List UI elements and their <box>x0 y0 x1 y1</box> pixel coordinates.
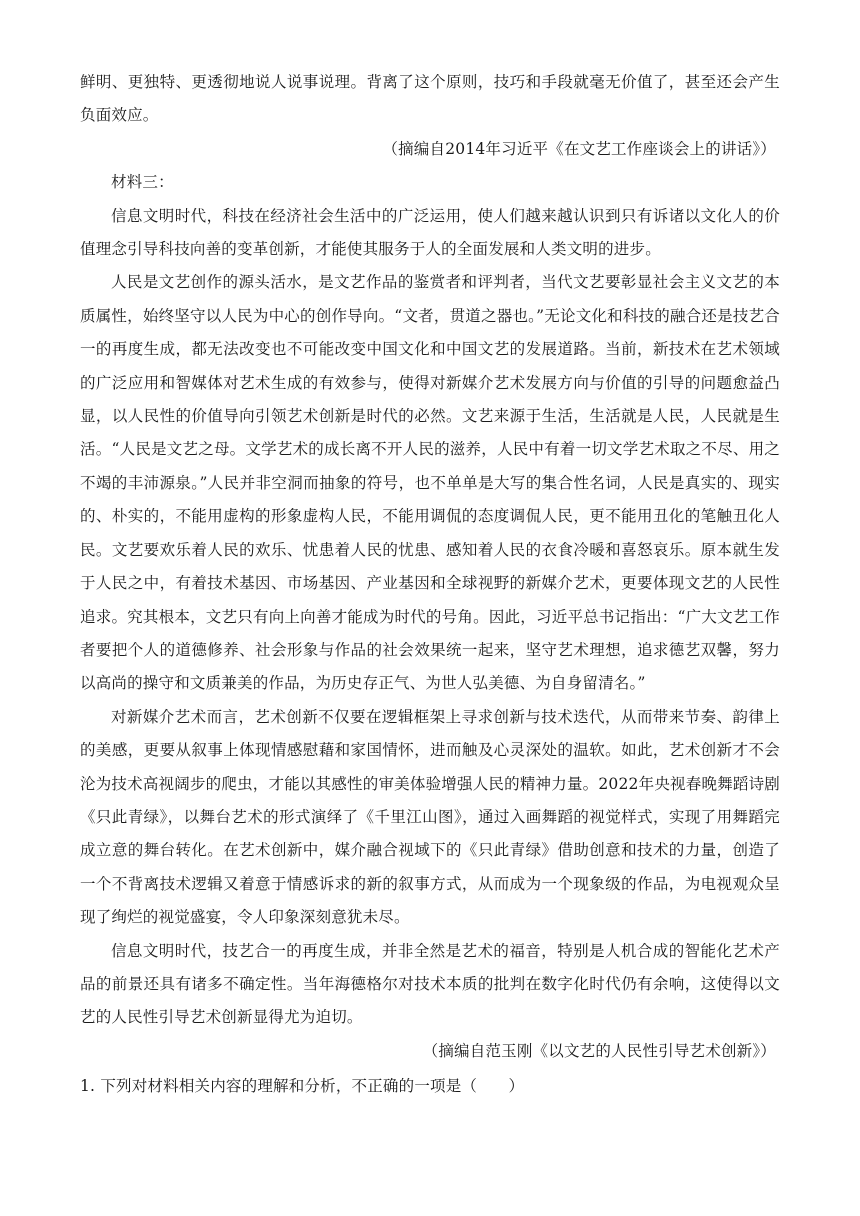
paragraph-information-era: 信息文明时代，科技在经济社会生活中的广泛运用，使人们越来越认识到只有诉诸以文化人的价值理念引导科技向善的变革创新，才能使其服务于人的全面发展和人类文明的进步。 <box>80 206 780 259</box>
paragraph-continuation: 鲜明、更独特、更透彻地说人说事说理。背离了这个原则，技巧和手段就毫无价值了，甚至还会产生负面效应。 <box>80 73 780 125</box>
paragraph-people-source: 人民是文艺创作的源头活水，是文艺作品的鉴赏者和评判者，当代文艺要彰显社会主义文艺的本质属性，始终坚守以人民为中心的创作导向。“文者，贯道之器也。”无论文化和科技的融合还是技艺合一的再度生成，都无法改变也不可能改变中国文化和中国文艺的发展道路。当前，新技术在艺术领域的广泛应用和智媒体对艺术生成的有效参与，使得对新媒介艺术发展方向与价值的引导的问题愈益凸显，以人民性的价值导向引领艺术创新是时代的必然。文艺来源于生活，生活就是人民，人民就是生活。“人民是文艺之母。文学艺术的成长离不开人民的滋养，人民中有着一切文学艺术取之不尽、用之不竭的丰沛源泉。”人民并非空洞而抽象的符号，也不单单是大写的集合性名词，人民是真实的、现实的、朴实的，不能用虚构的形象虚构人民，不能用调侃的态度调侃人民，更不能用丑化的笔触丑化人民。文艺要欢乐着人民的欢乐、忧患着人民的忧患、感知着人民的衣食冷暖和喜怒哀乐。原本就生发于人民之中，有着技术基因、市场基因、产业基因和全球视野的新媒介艺术，更要体现文艺的人民性追求。究其根本，文艺只有向上向善才能成为时代的号角。因此，习近平总书记指出：“广大文艺工作者要把个人的道德修养、社会形象与作品的社会效果统一起来，坚守艺术理想，追求德艺双馨，努力以高尚的操守和文质兼美的作品，为历史存正气、为世人弘美德、为自身留清名。” <box>80 273 780 693</box>
source-citation-2014-speech: （摘编自2014年习近平《在文艺工作座谈会上的讲话》） <box>382 139 776 158</box>
paragraph-tech-art-unity: 信息文明时代，技艺合一的再度生成，并非全然是艺术的福音，特别是人机合成的智能化艺术产品的前景还具有诸多不确定性。当年海德格尔对技术本质的批判在数字化时代仍有余响，这使得以文艺的人民性引导艺术创新显得尤为迫切。 <box>80 941 780 1027</box>
question-1: 1. 下列对材料相关内容的理解和分析，不正确的一项是（ ） <box>80 1077 525 1096</box>
document-page <box>80 66 780 1104</box>
material-three-heading: 材料三： <box>111 173 174 192</box>
source-citation-fan-yugang: （摘编自范玉刚《以文艺的人民性引导艺术创新》） <box>422 1041 776 1060</box>
paragraph-new-media-art: 对新媒介艺术而言，艺术创新不仅要在逻辑框架上寻求创新与技术迭代，从而带来节奏、韵律上的美感，更要从叙事上体现情感慰藉和家国情怀，进而触及心灵深处的温软。如此，艺术创新才不会沦为技术高视阔步的爬虫，才能以其感性的审美体验增强人民的精神力量。2022年央视春晚舞蹈诗剧《只此青绿》，以舞台艺术的形式演绎了《千里江山图》，通过入画舞蹈的视觉样式，实现了用舞蹈完成立意的舞台转化。在艺术创新中，媒介融合视域下的《只此青绿》借助创意和技术的力量，创造了一个不背离技术逻辑又着意于情感诉求的新的叙事方式，从而成为一个现象级的作品，为电视观众呈现了绚烂的视觉盛宴，令人印象深刻意犹未尽。 <box>80 707 780 927</box>
